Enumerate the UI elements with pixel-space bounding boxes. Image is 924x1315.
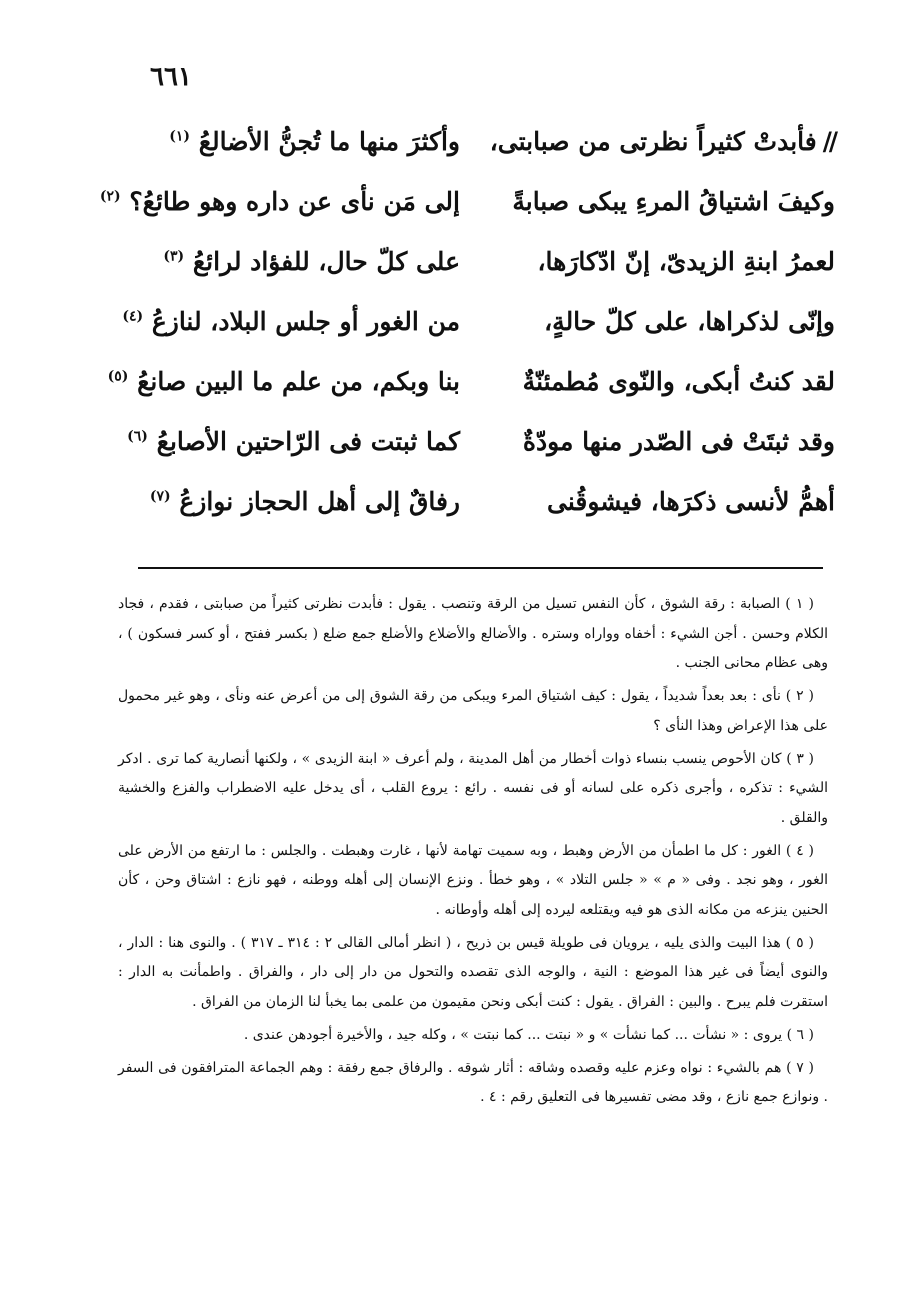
verse-second-hemistich: كما ثبتت فى الرّاحتين الأصابعُ $^{(٦)}$ — [127, 426, 460, 456]
footnote-2: ( ٢ ) نأى : بعد بعداً شديداً ، يقول : كيف اشتياق المرء ويبكى من رقة الشوق إلى من أعرض عنه ونأى ، وهو غير محمول على هذا الإعراض وهذا النأى ؟ — [118, 688, 828, 734]
verse-second-hemistich: على كلّ حال، للفؤاد لرائعُ $^{(٣)}$ — [163, 246, 460, 276]
verse-first-hemistich: وكيفَ اشتياقُ المرءِ يبكى صبابةً — [512, 186, 835, 216]
verse-first-hemistich: لعمرُ ابنةِ الزيدىّ، إنّ ادّكارَها، — [537, 246, 835, 276]
verse-1 — [100, 112, 835, 172]
verse-second-hemistich: من الغور أو جلس البلاد، لنازعُ $^{(٤)}$ — [122, 306, 460, 336]
verse-second-hemistich: وأكثرَ منها ما تُجنُّ الأضالعُ $^{(١)}$ — [169, 126, 460, 156]
verse-second-hemistich: رفاقٌ إلى أهل الحجاز نوازعُ $^{(٧)}$ — [149, 486, 460, 516]
page-number: ٦٦١ — [150, 62, 192, 92]
footnote-4: ( ٤ ) الغور : كل ما اطمأن من الأرض وهبط ، وبه سميت تهامة لأنها ، غارت وهبطت . والجلس : ما ارتفع من الأرض على الغور ، وهو نجد . وفى « م » « جلس التلاد » ، وهو خطأ . ونزع الإنسان إلى أهله ووطنه ، فهو نازع : اشتاق وحن ، كأن الحنين ينزعه من مكانه الذى هو فيه ويقتلعه ليرده إلى أهله وأوطانه . — [118, 842, 828, 919]
footnote-reference: (٤) — [122, 308, 144, 325]
verse-5 — [100, 352, 835, 412]
verse-first-hemistich: //فأبدتْ كثيراً نظرتى من صبابتى، — [495, 126, 835, 159]
poem — [100, 112, 835, 532]
verse-second-hemistich: بنا وبكم، من علم ما البين صانعُ $^{(٥)}$ — [107, 366, 460, 396]
verse-3 — [100, 232, 835, 292]
verse-4 — [100, 292, 835, 352]
verse-second-hemistich: إلى مَن نأى عن داره وهو طائعُ؟ $^{(٢)}$ — [99, 186, 460, 216]
footnote-6: ( ٦ ) يروى : « نشأت ... كما نشأت » و « نبتت ... كما نبتت » ، وكله جيد ، والأخيرة أجودهن عندى . — [243, 1026, 814, 1043]
verse-7 — [100, 472, 835, 532]
footnote-3: ( ٣ ) كان الأحوص ينسب بنساء ذوات أخطار من أهل المدينة ، ولم أعرف « ابنة الزيدى » ، ولكنها أنصارية كما ترى . ادكر الشيء : تذكره ، وأجرى ذكره على لسانه أو فى نفسه . رائع : يروع القلب ، أى يدخل عليه الاضطراب والفزع والخشية والقلق . — [118, 750, 828, 826]
footnote-reference: (٢) — [99, 188, 121, 205]
footnotes — [118, 590, 828, 1116]
verse-first-hemistich: لقد كنتُ أبكى، والنّوى مُطمئنّةٌ — [522, 366, 835, 396]
footnote-7: ( ٧ ) هم بالشيء : نواه وعزم عليه وقصده وشاقه : أثار شوقه . والرفاق جمع رفقة : وهم الجماعة المترافقون فى السفر . ونوازع جمع نازع ، وقد مضى تفسيرها فى التعليق رقم : ٤ . — [118, 1059, 828, 1106]
footnote-separator-rule — [138, 567, 823, 569]
verse-first-hemistich: وقد ثبتَتْ فى الصّدر منها مودّةٌ — [522, 426, 835, 456]
verse-2 — [100, 172, 835, 232]
footnote-5: ( ٥ ) هذا البيت والذى يليه ، يرويان فى طويلة قيس بن ذريح ، ( انظر أمالى القالى ٢ : ٣١٤ ـ ٣١٧ ) . والنوى هنا : الدار ، والنوى أيضاً فى غير هذا الموضع : النية ، والوجه الذى تقصده والتحول من دار إلى دار ، والفراق . واطمأنت به الدار : استقرت فلم يبرح . والبين : الفراق . يقول : كنت أبكى ونحن مقيمون من علمى بما يخبأ لنا الزمان من الفراق . — [118, 934, 828, 1011]
footnote-reference: (٦) — [127, 428, 148, 445]
verse-first-hemistich: أهمُّ لأنسى ذكرَها، فيشوقُنى — [547, 486, 835, 516]
footnote-reference: (٣) — [163, 248, 185, 265]
footnote-reference: (٧) — [149, 488, 171, 505]
verse-marker: // — [822, 126, 835, 156]
footnote-reference: (٥) — [107, 368, 129, 385]
footnote-reference: (١) — [169, 128, 191, 145]
footnote-1: ( ١ ) الصبابة : رقة الشوق ، كأن النفس تسيل من الرقة وتنصب . يقول : فأبدت نظرتى كثيراً من صبابتى ، فقدم ، فجاد الكلام وحسن . أجن الشيء : أخفاه وواراه وستره . والأضالع والأضلاع والأضلع جمع ضلع ( بكسر ففتح ، أو كسر فسكون ) ، وهى عظام محانى الجنب . — [118, 596, 828, 672]
verse-first-hemistich: وإنّى لذكراها، على كلّ حالةٍ، — [544, 306, 835, 336]
verse-6 — [100, 412, 835, 472]
